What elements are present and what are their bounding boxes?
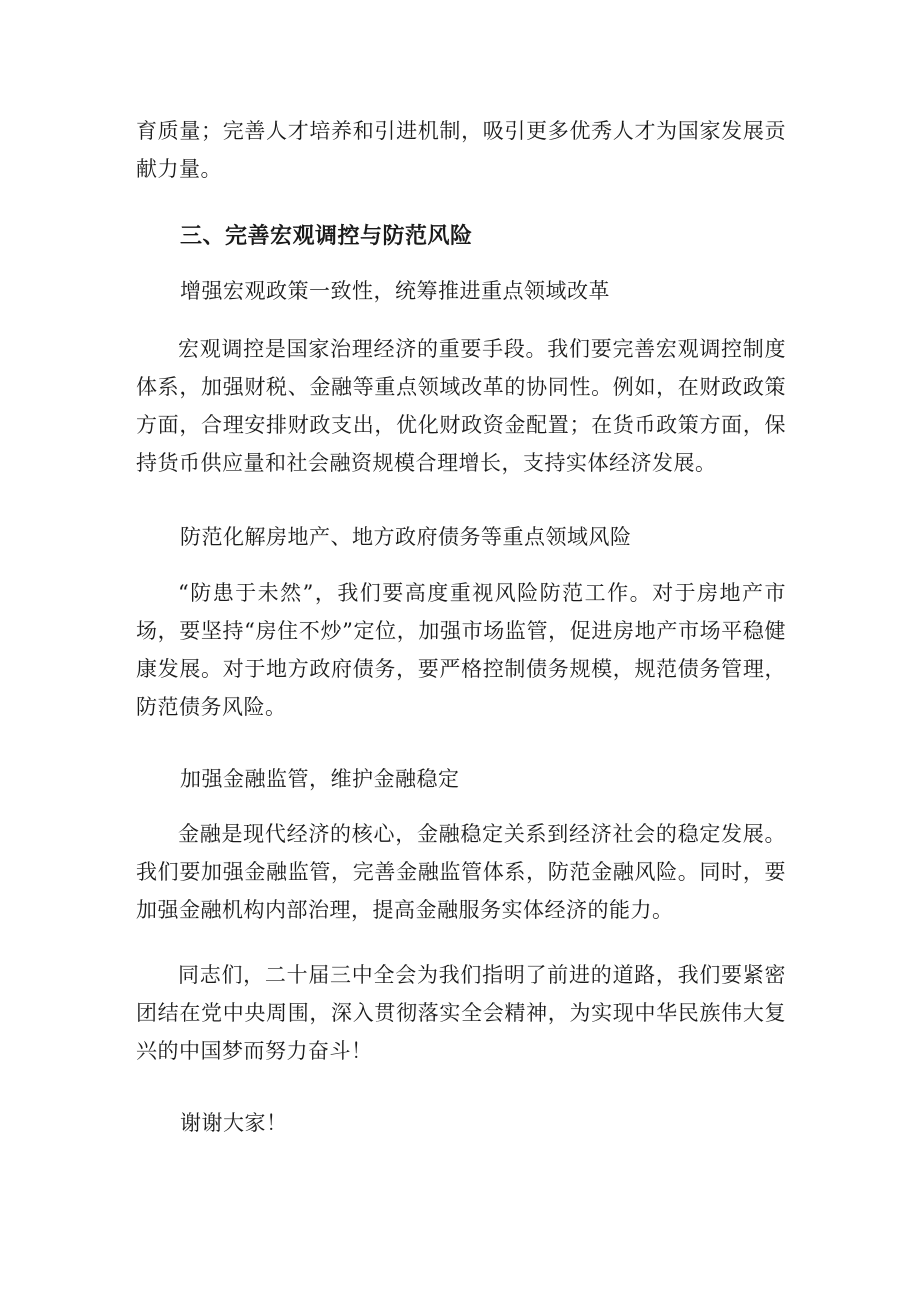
subsection-title-risk-prevention: 防范化解房地产、地方政府债务等重点领域风险 <box>180 525 632 549</box>
subsection-body-financial-supervision: 金融是现代经济的核心，金融稳定关系到经济社会的稳定发展。我们要加强金融监管，完善金融监管体系，防范金融风险。同时，要加强金融机构内部治理，提高金融服务实体经济的能力。 <box>136 822 786 922</box>
subsection-title-financial-supervision: 加强金融监管，维护金融稳定 <box>180 767 460 791</box>
section-heading: 三、完善宏观调控与防范风险 <box>180 224 473 249</box>
subsection-title-macro-policy: 增强宏观政策一致性，统筹推进重点领域改革 <box>180 279 610 303</box>
closing-paragraph: 同志们，二十届三中全会为我们指明了前进的道路，我们要紧密团结在党中央周围，深入贯彻落实全会精神，为实现中华民族伟大复兴的中国梦而努力奋斗！ <box>136 963 786 1063</box>
subsection-body-risk-prevention: “防患于未然”，我们要高度重视风险防范工作。对于房地产市场，要坚持“房住不炒”定位，加强市场监管，促进房地产市场平稳健康发展。对于地方政府债务，要严格控制债务规模，规范债务管理，防范债务风险。 <box>136 581 786 719</box>
closing-thanks: 谢谢大家！ <box>180 1111 288 1135</box>
subsection-body-macro-policy: 宏观调控是国家治理经济的重要手段。我们要完善宏观调控制度体系，加强财税、金融等重点领域改革的协同性。例如，在财政政策方面，合理安排财政支出，优化财政资金配置；在货币政策方面，保持货币供应量和社会融资规模合理增长，支持实体经济发展。 <box>136 337 786 475</box>
continued-paragraph: 育质量；完善人才培养和引进机制，吸引更多优秀人才为国家发展贡献力量。 <box>136 119 786 181</box>
